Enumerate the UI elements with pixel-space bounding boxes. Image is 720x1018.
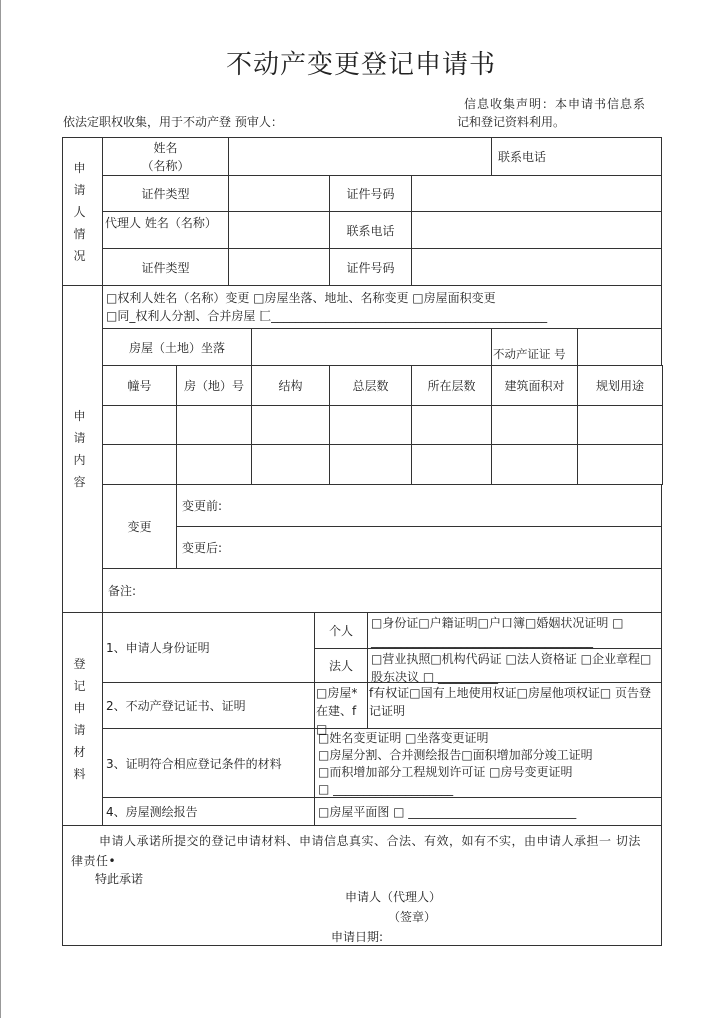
grid-header-2: 结构 xyxy=(251,365,330,406)
agent-name-field[interactable] xyxy=(228,211,330,249)
personal-label: 个人 xyxy=(314,612,368,649)
grid-cell[interactable] xyxy=(251,405,330,445)
id-type-field[interactable] xyxy=(228,175,330,212)
agent-phone-field[interactable] xyxy=(411,211,662,249)
grid-header-3: 总层数 xyxy=(329,365,412,406)
agent-id-type-label: 证件类型 xyxy=(102,248,229,286)
item3-label: 3、证明符合相应登记条件的材料 xyxy=(102,728,315,798)
location-field[interactable] xyxy=(251,328,492,366)
grid-cell[interactable] xyxy=(577,444,663,485)
id-type-label: 证件类型 xyxy=(102,175,229,212)
seal-label: （签章） xyxy=(388,910,437,924)
grid-cell[interactable] xyxy=(251,444,330,485)
page-title: 不动产变更登记申请书 xyxy=(225,50,496,80)
item2-options[interactable]: f有权证□国有上地使用权证□房屋他项权证□ 页告登记证明 xyxy=(367,682,662,729)
notice-line2-right: 记和登记资料利用。 xyxy=(457,115,566,129)
applicant-sign-label: 申请人（代理人） xyxy=(345,890,442,904)
grid-cell[interactable] xyxy=(577,405,663,445)
grid-cell[interactable] xyxy=(102,405,177,445)
commitment-text: 申请人承诺所提交的登记申请材料、申请信息真实、合法、有效，如有不实，由申请人承担一 切法律责任• xyxy=(71,834,641,868)
id-number-label: 证件号码 xyxy=(329,175,412,212)
grid-header-6: 规划用途 xyxy=(577,365,663,406)
special-commit: 特此承诺 xyxy=(95,872,144,886)
grid-header-0: 幢号 xyxy=(102,365,177,406)
change-type-options[interactable]: □权利人姓名（名称）变更 □房屋坐落、地址、名称变更 □房屋面积变更 □同_权利人分割、合并房屋 匚______________________________________________ xyxy=(102,285,662,329)
grid-cell[interactable] xyxy=(176,444,252,485)
after-field[interactable]: 变更后: xyxy=(176,526,662,569)
item2-left-options[interactable]: □房屋* 在建、f □ xyxy=(314,682,368,729)
grid-cell[interactable] xyxy=(176,405,252,445)
content-section-label: 申请内容 xyxy=(62,285,103,613)
grid-cell[interactable] xyxy=(491,405,578,445)
before-field[interactable]: 变更前: xyxy=(176,484,662,527)
date-label: 申请日期: xyxy=(331,930,384,944)
agent-id-type-field[interactable] xyxy=(228,248,330,286)
name-field[interactable] xyxy=(228,137,492,176)
grid-header-4: 所在层数 xyxy=(411,365,492,406)
grid-cell[interactable] xyxy=(329,444,412,485)
grid-cell[interactable] xyxy=(491,444,578,485)
remark-field[interactable]: 备注: xyxy=(102,568,662,613)
item4-options[interactable]: □房屋平面图 □ ____________________________ xyxy=(314,797,662,826)
item4-label: 4、房屋测绘报告 xyxy=(102,797,315,826)
notice-line2-left: 依法定职权收集，用于不动产登 预审人： xyxy=(63,115,283,129)
grid-cell[interactable] xyxy=(329,405,412,445)
agent-name-label: 代理人 姓名（名称） xyxy=(102,211,229,249)
change-label: 变更 xyxy=(102,484,177,569)
cert-no-field[interactable] xyxy=(577,328,662,366)
item2-label: 2、不动产登记证书、证明 xyxy=(102,682,315,729)
grid-cell[interactable] xyxy=(102,444,177,485)
cert-no-label: 不动产证证 号 xyxy=(491,328,578,366)
name-label: 姓名 （名称） xyxy=(102,137,229,176)
materials-section-label: 登记申请材料 xyxy=(62,612,103,826)
grid-cell[interactable] xyxy=(411,444,492,485)
commitment-section xyxy=(62,825,662,946)
id-number-field[interactable] xyxy=(411,175,662,212)
legal-options[interactable]: □营业执照□机构代码证 □法人资格证 □企业章程□股东决议 □ __________ xyxy=(367,648,662,683)
agent-id-number-field[interactable] xyxy=(411,248,662,286)
grid-header-5: 建筑面积对 xyxy=(491,365,578,406)
legal-label: 法人 xyxy=(314,648,368,683)
phone-label: 联系电话 xyxy=(491,137,662,176)
item3-options[interactable]: □姓名变更证明 □坐落变更证明 □房屋分割、合并测绘报告□面积增加部分竣工证明 □而积增加部分工程规划许可证 □房号变更证明 □ ____________________ xyxy=(314,728,662,798)
personal-options[interactable]: □身份证□户籍证明□户口簿□婚姻状况证明 □ _____________________________________ xyxy=(367,612,662,649)
notice-line1: 信息收集声明：本申请书信息系 xyxy=(464,97,647,111)
agent-phone-label: 联系电话 xyxy=(329,211,412,249)
location-label: 房屋（土地）坐落 xyxy=(102,328,252,366)
applicant-section-label: 申请人情况 xyxy=(62,137,103,286)
agent-id-number-label: 证件号码 xyxy=(329,248,412,286)
item1-label: 1、申请人身份证明 xyxy=(102,612,315,683)
grid-cell[interactable] xyxy=(411,405,492,445)
grid-header-1: 房（地）号 xyxy=(176,365,252,406)
